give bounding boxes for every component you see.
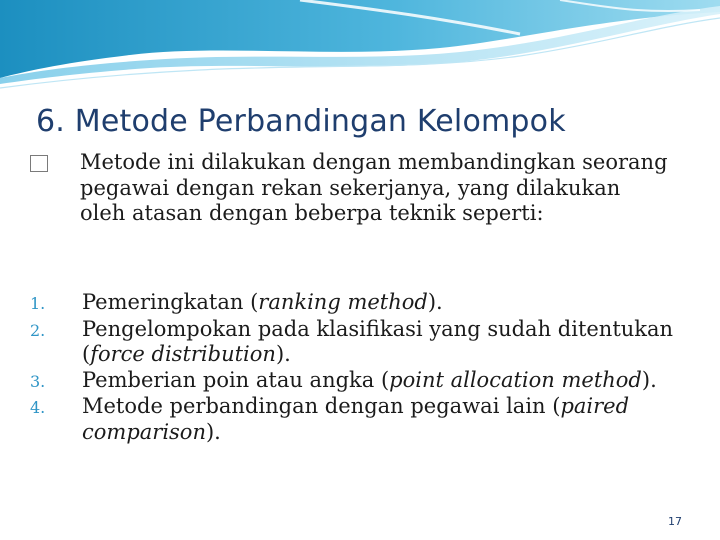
list-item-text-after: ). xyxy=(641,367,657,392)
list-item-text-after: ). xyxy=(427,290,443,314)
list-item-text-before: Pengelompokan pada klasifikasi yang sudah ditentukan ( xyxy=(82,316,674,366)
list-item-text xyxy=(82,394,680,445)
list-item-text-after: ). xyxy=(275,342,291,366)
list-item-number: 1. xyxy=(30,294,46,313)
header-wave-decoration xyxy=(0,0,720,95)
list-item-italic-term: paired comparison xyxy=(82,394,630,444)
technique-list xyxy=(30,290,680,445)
list-item-italic-term: ranking method xyxy=(258,290,428,314)
list-item-text-after: ). xyxy=(205,419,221,444)
list-item xyxy=(30,394,680,445)
list-item-italic-term: force distribution xyxy=(90,342,276,366)
list-item-number: 4. xyxy=(30,398,46,417)
list-item xyxy=(30,368,680,395)
list-item-italic-term: point allocation method xyxy=(389,367,642,392)
slide-title: 6. Metode Perbandingan Kelompok xyxy=(36,104,566,139)
list-item-text xyxy=(82,368,680,394)
intro-bullet-row xyxy=(30,150,670,227)
list-item-text-before: Metode perbandingan dengan pegawai lain ( xyxy=(82,394,561,418)
list-item-text xyxy=(82,290,680,316)
list-item-text-before: Pemeringkatan ( xyxy=(82,290,259,314)
list-item-text-before: Pemberian poin atau angka ( xyxy=(82,367,390,392)
list-item-number: 3. xyxy=(30,371,46,391)
intro-bullet xyxy=(30,150,670,227)
intro-bullet-text: Metode ini dilakukan dengan membandingkan seorang pegawai dengan rekan sekerjanya, yang dilakukan oleh atasan dengan beberpa teknik seperti: xyxy=(80,150,668,225)
list-item-number: 2. xyxy=(30,320,46,340)
list-item xyxy=(30,317,680,368)
square-bullet-icon xyxy=(30,155,48,172)
list-item-text xyxy=(82,317,680,368)
page-number: 17 xyxy=(668,515,682,528)
list-item xyxy=(30,290,680,317)
